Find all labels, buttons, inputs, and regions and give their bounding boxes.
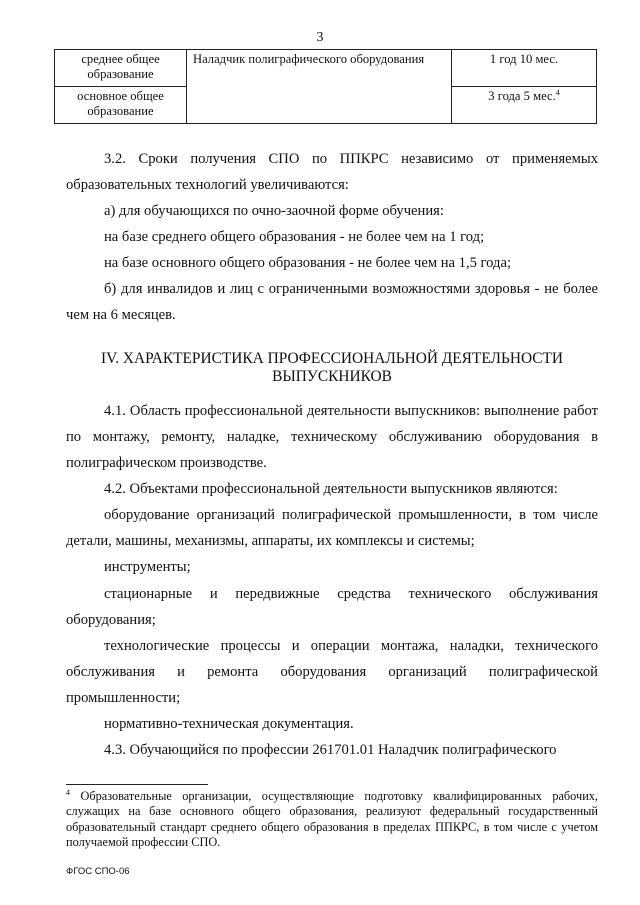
section-heading xyxy=(66,350,598,386)
paragraph-basic-base: на базе основного общего образования - не более чем на 1,5 года; xyxy=(104,255,512,271)
term-cell xyxy=(452,50,597,87)
term-value: 1 год 10 мес. xyxy=(489,52,559,66)
section-heading-line2: ВЫПУСКНИКОВ xyxy=(272,368,392,385)
paragraph-item-b: б) для инвалидов и лиц с ограниченными возможностями здоровья - не более чем на 6 месяцев. xyxy=(66,281,598,323)
footnote xyxy=(66,789,598,851)
education-term-table xyxy=(54,49,597,124)
footnote-ref: 4 xyxy=(555,87,560,97)
paragraph-object-5: нормативно-техническая документация. xyxy=(104,716,354,732)
footnote-divider xyxy=(66,784,208,785)
paragraph-object-2: инструменты; xyxy=(104,559,191,575)
paragraph-item-a: а) для обучающихся по очно-заочной форме обучения: xyxy=(104,203,444,219)
paragraph-object-1: оборудование организаций полиграфической промышленности, в том числе детали, машины, механизмы, аппараты, их комплексы и системы; xyxy=(66,507,598,549)
page-number: 3 xyxy=(316,30,324,45)
paragraph-4-1: 4.1. Область профессиональной деятельности выпускников: выполнение работ по монтажу, ремонту, наладке, техническому обслуживанию оборудования в полиграфическом производстве. xyxy=(66,403,598,471)
term-value: 3 года 5 мес. xyxy=(488,89,556,103)
education-level-cell: среднее общее образование xyxy=(55,50,187,87)
footnote-text: Образовательные организации, осуществляющие подготовку квалифицированных рабочих, служащих на базе основного общего образования, реализуют федеральный государственный образовательный стандарт среднего общего образования в пределах ППКРС, в том числе с учетом получаемой профессии СПО. xyxy=(66,789,598,850)
table-row xyxy=(55,50,597,87)
education-level-cell: основное общее образование xyxy=(55,87,187,124)
section-heading-line1: IV. ХАРАКТЕРИСТИКА ПРОФЕССИОНАЛЬНОЙ ДЕЯТЕЛЬНОСТИ xyxy=(100,350,564,367)
term-cell xyxy=(452,87,597,124)
paragraph-object-4: технологические процессы и операции монтажа, наладки, технического обслуживания и ремонта оборудования организаций полиграфической промышленности; xyxy=(66,638,598,706)
paragraph-object-3: стационарные и передвижные средства технического обслуживания оборудования; xyxy=(66,586,598,628)
profession-cell: Наладчик полиграфического оборудования xyxy=(187,50,452,124)
document-footer: ФГОС СПО-06 xyxy=(66,866,130,877)
paragraph-4-3: 4.3. Обучающийся по профессии 261701.01 Наладчик полиграфического xyxy=(104,742,557,758)
paragraph-4-2: 4.2. Объектами профессиональной деятельности выпускников являются: xyxy=(104,481,558,497)
paragraph-3-2: 3.2. Сроки получения СПО по ППКРС независимо от применяемых образовательных технологий увеличиваются: xyxy=(66,151,598,193)
footnote-number: 4 xyxy=(66,787,70,797)
paragraph-secondary-base: на базе среднего общего образования - не более чем на 1 год; xyxy=(104,229,485,245)
